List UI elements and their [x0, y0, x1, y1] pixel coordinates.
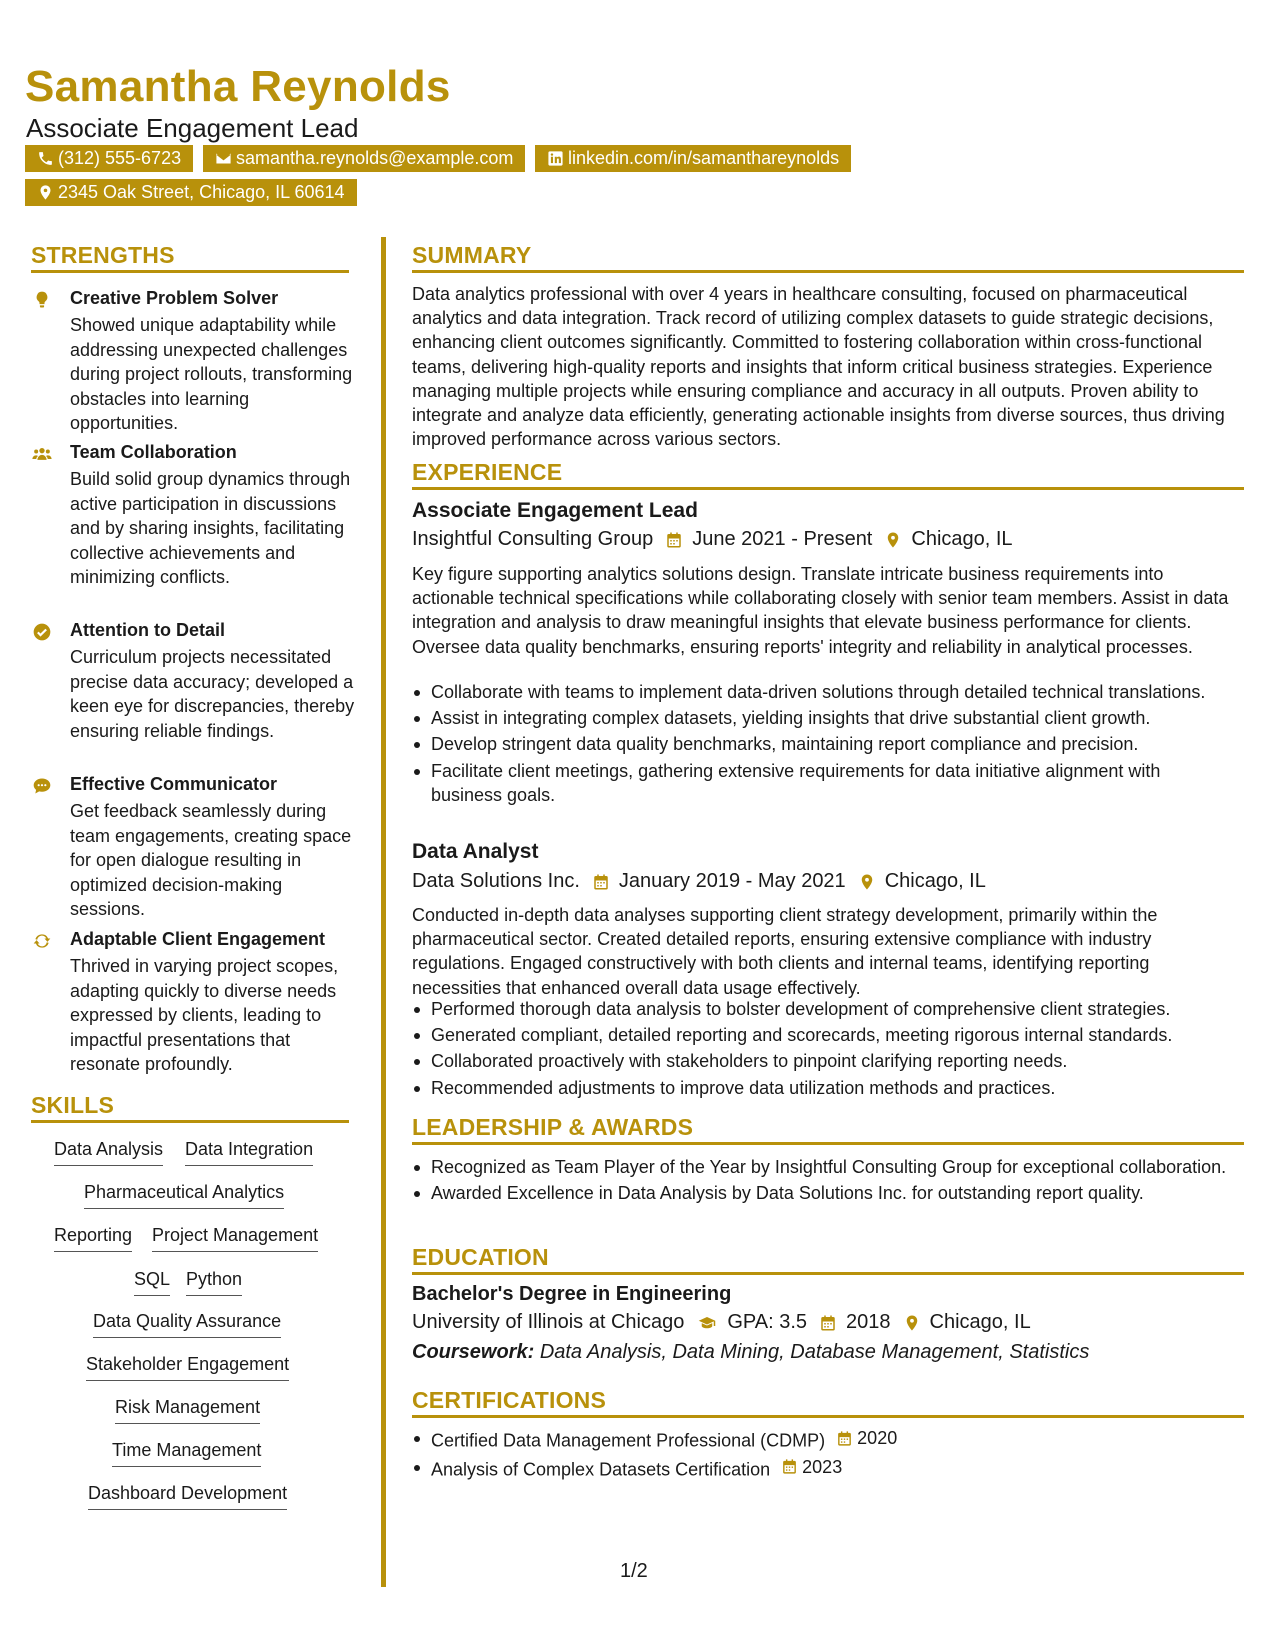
skills-rule: [31, 1120, 349, 1123]
list-item: Collaborate with teams to implement data-driven solutions through detailed technical translations.: [412, 680, 1232, 704]
skill-tag: Data Integration: [185, 1139, 313, 1166]
summary-rule: [412, 270, 1244, 273]
list-item: Performed thorough data analysis to bolster development of comprehensive client strategies.: [412, 997, 1232, 1021]
coursework-list: Data Analysis, Data Mining, Database Management, Statistics: [539, 1341, 1090, 1363]
check-circle-icon: [31, 622, 53, 642]
skill-tag: SQL: [134, 1269, 170, 1296]
strength-title: Attention to Detail: [70, 620, 225, 640]
cert-year-text: 2020: [857, 1428, 898, 1448]
calendar-icon: [819, 1314, 837, 1332]
job-description: Key figure supporting analytics solutions design. Translate intricate business requirements into actionable technical specifications while collaborating closely with senior team members. Assist in data integration and analysis to draw meaningful insights that elevate business performance for clients. Oversee data quality benchmarks, ensuring reports' integrity and reliability in analytical processes.: [412, 564, 1229, 657]
map-marker-icon: [858, 873, 876, 891]
list-item: Facilitate client meetings, gathering extensive requirements for data initiative alignment with business goals.: [412, 759, 1232, 807]
strength-title: Team Collaboration: [70, 442, 237, 462]
skill-tag: Time Management: [112, 1440, 261, 1467]
awards-list: [412, 1155, 1232, 1207]
comment-icon: [31, 776, 53, 796]
cert-year: [781, 1455, 842, 1479]
strength-desc: Curriculum projects necessitated precise data accuracy; developed a keen eye for discrepancies, thereby ensuring reliable findings.: [70, 647, 355, 741]
skill-tag: Stakeholder Engagement: [86, 1354, 289, 1381]
phone-icon: [37, 150, 54, 167]
address-text: 2345 Oak Street, Chicago, IL 60614: [58, 182, 345, 202]
phone-chip[interactable]: [25, 145, 193, 172]
strength-title: Adaptable Client Engagement: [70, 929, 326, 949]
school-location: Chicago, IL: [929, 1311, 1031, 1333]
education-rule: [412, 1272, 1244, 1275]
strength-desc: Thrived in varying project scopes, adapting quickly to diverse needs expressed by clients, leading to impactful presentations that resonate profoundly.: [70, 956, 339, 1074]
skill-tag: Data Quality Assurance: [93, 1311, 281, 1338]
skill-tag: Python: [186, 1269, 242, 1296]
list-item: Recognized as Team Player of the Year by Insightful Consulting Group for exceptional collaboration.: [412, 1155, 1232, 1179]
list-item: Generated compliant, detailed reporting and scorecards, meeting rigorous internal standards.: [412, 1023, 1232, 1047]
job-bullets: [412, 680, 1232, 809]
skill-tag: Reporting: [54, 1225, 132, 1252]
job-title: Data Analyst: [412, 840, 539, 863]
job-bullets: [412, 997, 1232, 1102]
map-marker-icon: [903, 1314, 921, 1332]
calendar-icon: [781, 1458, 798, 1475]
list-item: [412, 1426, 1232, 1453]
list-item: [412, 1455, 1232, 1482]
cert-year: [836, 1426, 897, 1450]
job-title: Associate Engagement Lead: [412, 499, 698, 522]
calendar-icon: [592, 873, 610, 891]
map-marker-icon: [884, 531, 902, 549]
email-text: samantha.reynolds@example.com: [236, 148, 514, 168]
candidate-role: Associate Engagement Lead: [26, 113, 359, 143]
cert-name: Analysis of Complex Datasets Certification: [431, 1459, 771, 1480]
skill-tag: Data Analysis: [54, 1139, 163, 1166]
phone-text: (312) 555-6723: [58, 148, 182, 168]
coursework: [412, 1341, 1089, 1364]
skill-tag: Pharmaceutical Analytics: [84, 1182, 284, 1209]
job-location: Chicago, IL: [911, 528, 1013, 550]
skill-tag: Project Management: [152, 1225, 318, 1252]
linkedin-icon: [547, 150, 564, 167]
calendar-icon: [836, 1430, 853, 1447]
summary-text: Data analytics professional with over 4 years in healthcare consulting, focused on pharmaceutical analytics and data integration. Track record of utilizing complex datasets to guide strategic decisions, enhancing client outcomes significantly. Committed to fostering collaboration within cross-functional teams, delivering high-quality reports and insights that inform critical business strategies. Experience managing multiple projects while ensuring compliance and accuracy in all outputs. Proven ability to integrate and analyze data efficiently, generating actionable insights from diverse sources, thus driving improved performance across various sectors.: [412, 284, 1225, 450]
company-name: Data Solutions Inc.: [412, 870, 580, 892]
column-divider: [381, 237, 386, 1587]
list-item: Awarded Excellence in Data Analysis by Data Solutions Inc. for outstanding report quality.: [412, 1181, 1232, 1205]
linkedin-chip[interactable]: [535, 145, 851, 172]
education-meta: [412, 1311, 1031, 1334]
experience-rule: [412, 487, 1244, 490]
list-item: Assist in integrating complex datasets, yielding insights that drive substantial client growth.: [412, 706, 1232, 730]
address-chip: [25, 179, 357, 206]
experience-heading: EXPERIENCE: [412, 459, 563, 485]
strength-desc: Build solid group dynamics through active participation in discussions and by sharing insights, facilitating collective achievements and minimizing conflicts.: [70, 469, 351, 587]
lightbulb-icon: [31, 290, 53, 310]
map-marker-icon: [37, 184, 54, 201]
email-chip[interactable]: [203, 145, 525, 172]
strength-title: Creative Problem Solver: [70, 288, 279, 308]
job-dates: January 2019 - May 2021: [618, 870, 846, 892]
certifications-rule: [412, 1415, 1244, 1418]
cert-year-text: 2023: [802, 1456, 843, 1477]
summary-heading: SUMMARY: [412, 242, 532, 268]
coursework-label: Coursework:: [412, 1341, 535, 1363]
skill-tag: Risk Management: [115, 1397, 260, 1424]
degree-title: Bachelor's Degree in Engineering: [412, 1283, 732, 1305]
users-icon: [31, 444, 53, 464]
strength-desc: Get feedback seamlessly during team engagements, creating space for open dialogue resulting in optimized decision-making sessions.: [70, 801, 352, 919]
school-name: University of Illinois at Chicago: [412, 1311, 685, 1333]
calendar-icon: [665, 531, 683, 549]
strengths-rule: [31, 270, 349, 273]
education-heading: EDUCATION: [412, 1244, 549, 1270]
job-meta: [412, 528, 1013, 551]
gpa: GPA: 3.5: [727, 1311, 808, 1333]
page-number: 1/2: [620, 1560, 648, 1582]
graduation-year: 2018: [846, 1311, 891, 1333]
job-description: Conducted in-depth data analyses supporting client strategy development, primarily within the pharmaceutical sector. Created detailed reports, ensuring extensive compliance with industry regulations. Engaged constructively with both clients and internal teams, identifying reporting necessities that enhanced overall data usage effectively.: [412, 905, 1158, 998]
graduation-cap-icon: [696, 1314, 718, 1332]
list-item: Recommended adjustments to improve data utilization methods and practices.: [412, 1076, 1232, 1100]
company-name: Insightful Consulting Group: [412, 528, 654, 550]
list-item: Develop stringent data quality benchmarks, maintaining report compliance and precision.: [412, 732, 1232, 756]
certifications-heading: CERTIFICATIONS: [412, 1387, 607, 1413]
envelope-icon: [215, 150, 232, 167]
list-item: Collaborated proactively with stakeholders to pinpoint clarifying reporting needs.: [412, 1049, 1232, 1073]
strength-title: Effective Communicator: [70, 774, 278, 794]
cert-name: Certified Data Management Professional (CDMP): [431, 1430, 826, 1451]
job-meta: [412, 870, 986, 893]
job-location: Chicago, IL: [884, 870, 986, 892]
skill-tag: Dashboard Development: [88, 1483, 287, 1510]
skills-heading: SKILLS: [31, 1092, 114, 1118]
leadership-heading: LEADERSHIP & AWARDS: [412, 1114, 694, 1140]
candidate-name: Samantha Reynolds: [25, 62, 451, 111]
certifications-list: [412, 1426, 1232, 1484]
linkedin-text: linkedin.com/in/samanthareynolds: [568, 148, 840, 168]
job-dates: June 2021 - Present: [692, 528, 873, 550]
strength-desc: Showed unique adaptability while addressing unexpected challenges during project rollouts, transforming obstacles into learning opportunities.: [70, 315, 353, 433]
leadership-rule: [412, 1142, 1244, 1145]
strengths-heading: STRENGTHS: [31, 242, 175, 268]
sync-icon: [31, 931, 53, 951]
